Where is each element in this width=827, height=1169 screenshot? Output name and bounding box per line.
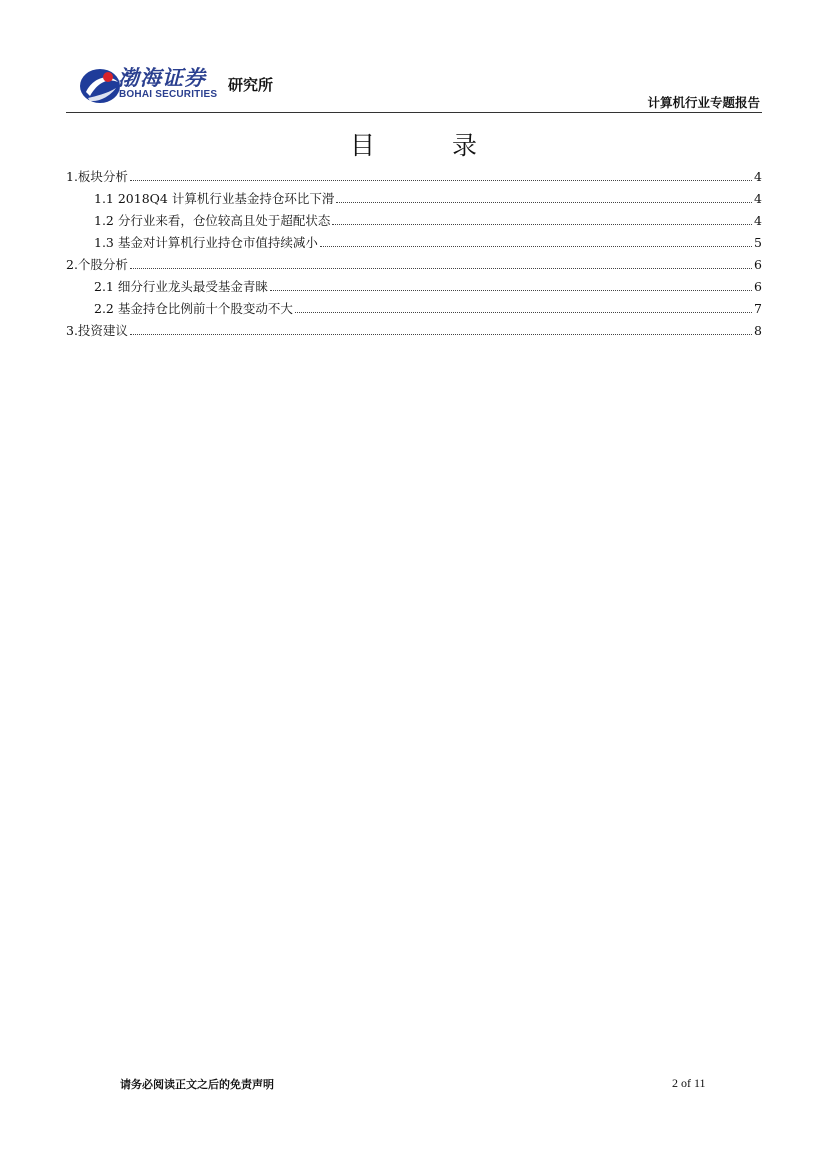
header-divider (66, 112, 762, 113)
toc-entry-page: 8 (754, 323, 762, 338)
page-number: 2 of 11 (672, 1076, 706, 1090)
table-of-contents (66, 166, 762, 342)
toc-entry-page: 4 (754, 169, 762, 184)
toc-entry-page: 4 (754, 213, 762, 228)
toc-entry-1-2[interactable] (66, 210, 762, 232)
toc-entry-label: 2.2 基金持仓比例前十个股变动不大 (94, 301, 293, 316)
toc-entry-1-3[interactable] (66, 232, 762, 254)
toc-entry-1[interactable] (66, 166, 762, 188)
toc-entry-label: 1.3 基金对计算机行业持仓市值持续减小 (94, 235, 318, 250)
toc-entry-label: 1.2 分行业来看，仓位较高且处于超配状态 (94, 213, 331, 228)
page-header (66, 60, 762, 114)
toc-dot-leader (336, 190, 752, 203)
bohai-swirl-logo-icon (78, 66, 122, 106)
toc-dot-leader (332, 212, 752, 225)
toc-entry-2[interactable] (66, 254, 762, 276)
toc-dot-leader (320, 234, 752, 247)
toc-entry-2-2[interactable] (66, 298, 762, 320)
toc-entry-page: 7 (754, 301, 762, 316)
toc-entry-page: 6 (754, 279, 762, 294)
toc-dot-leader (130, 168, 752, 181)
toc-entry-label: 1.1 2018Q4 计算机行业基金持仓环比下滑 (94, 191, 335, 206)
brand-name-english: BOHAI SECURITIES (119, 89, 218, 100)
toc-entry-label: 2.个股分析 (66, 257, 128, 272)
toc-entry-page: 4 (754, 191, 762, 206)
toc-entry-label: 1.板块分析 (66, 169, 128, 184)
toc-entry-3[interactable] (66, 320, 762, 342)
toc-entry-page: 6 (754, 257, 762, 272)
toc-entry-2-1[interactable] (66, 276, 762, 298)
footer-disclaimer: 请务必阅读正文之后的免责声明 (120, 1078, 274, 1091)
toc-entry-label: 3.投资建议 (66, 323, 128, 338)
toc-entry-label: 2.1 细分行业龙头最受基金青睐 (94, 279, 268, 294)
toc-dot-leader (130, 322, 752, 335)
institute-label: 研究所 (228, 76, 274, 94)
report-type-label: 计算机行业专题报告 (647, 95, 760, 110)
toc-dot-leader (295, 300, 752, 313)
toc-entry-1-1[interactable] (66, 188, 762, 210)
toc-entry-page: 5 (754, 235, 762, 250)
toc-dot-leader (130, 256, 752, 269)
toc-dot-leader (270, 278, 752, 291)
toc-title: 目 录 (349, 131, 503, 160)
brand-name-chinese: 渤海证券 (118, 66, 206, 90)
